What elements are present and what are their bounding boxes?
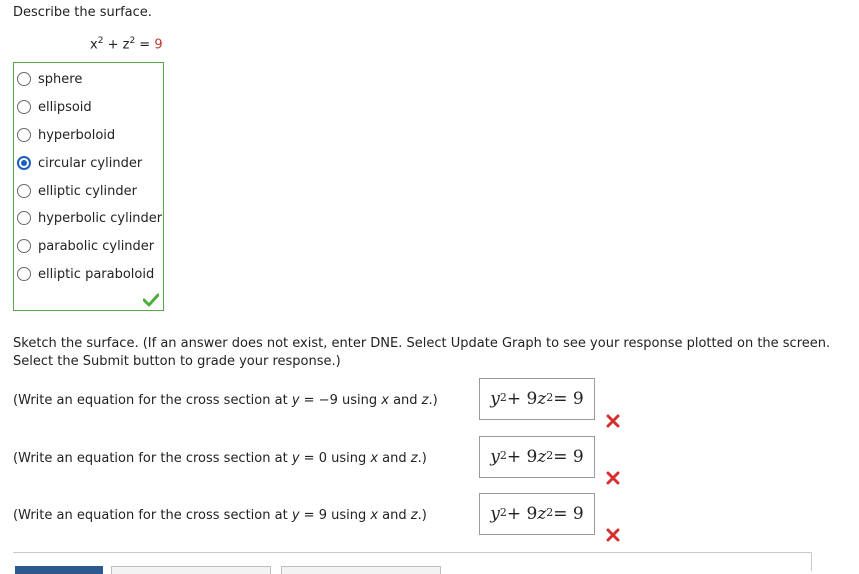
option-hyperboloid[interactable]: hyperboloid [17, 126, 115, 144]
sketch-instructions: Sketch the surface. (If an answer does not exist, enter DNE. Select Update Graph to see your response plotted on the screen. Select the Submit button to grade your response.) [13, 336, 831, 369]
incorrect-x-icon [606, 471, 620, 485]
cross-section-question: (Write an equation for the cross section at y = −9 using x and z.) [13, 393, 438, 408]
cross-section-answer-field[interactable]: y $^2$ + 9 z $^2$ = 9 [479, 436, 595, 478]
radio-button[interactable] [17, 128, 31, 142]
cross-section-answer-field[interactable]: y $^2$ + 9 z $^2$ = 9 [479, 378, 595, 420]
radio-button[interactable] [17, 267, 31, 281]
radio-button[interactable] [17, 211, 31, 225]
option-hyperbolic-cylinder[interactable]: hyperbolic cylinder [17, 209, 162, 227]
tool-button[interactable] [281, 566, 441, 574]
answer-options-group [13, 62, 164, 311]
radio-button[interactable] [17, 184, 31, 198]
option-sphere[interactable]: sphere [17, 70, 82, 88]
option-elliptic-cylinder[interactable]: elliptic cylinder [17, 182, 137, 200]
option-elliptic-paraboloid[interactable]: elliptic paraboloid [17, 265, 154, 283]
tool-button[interactable] [111, 566, 271, 574]
option-parabolic-cylinder[interactable]: parabolic cylinder [17, 237, 154, 255]
radio-button[interactable] [17, 100, 31, 114]
option-circular-cylinder[interactable]: circular cylinder [17, 154, 142, 172]
question-prompt: Describe the surface. [13, 5, 152, 20]
incorrect-x-icon [606, 414, 620, 428]
correct-check-icon [143, 293, 159, 307]
update-graph-button[interactable] [15, 566, 103, 574]
radio-button[interactable] [17, 72, 31, 86]
radio-button[interactable] [17, 239, 31, 253]
cross-section-question: (Write an equation for the cross section at y = 0 using x and z.) [13, 451, 427, 466]
cross-section-question: (Write an equation for the cross section at y = 9 using x and z.) [13, 508, 427, 523]
cross-section-answer-field[interactable]: y $^2$ + 9 z $^2$ = 9 [479, 493, 595, 535]
incorrect-x-icon [606, 528, 620, 542]
radio-button-selected[interactable] [17, 156, 31, 170]
surface-equation: $x^2 + z^2 = 9$ [90, 36, 163, 53]
option-ellipsoid[interactable]: ellipsoid [17, 98, 92, 116]
